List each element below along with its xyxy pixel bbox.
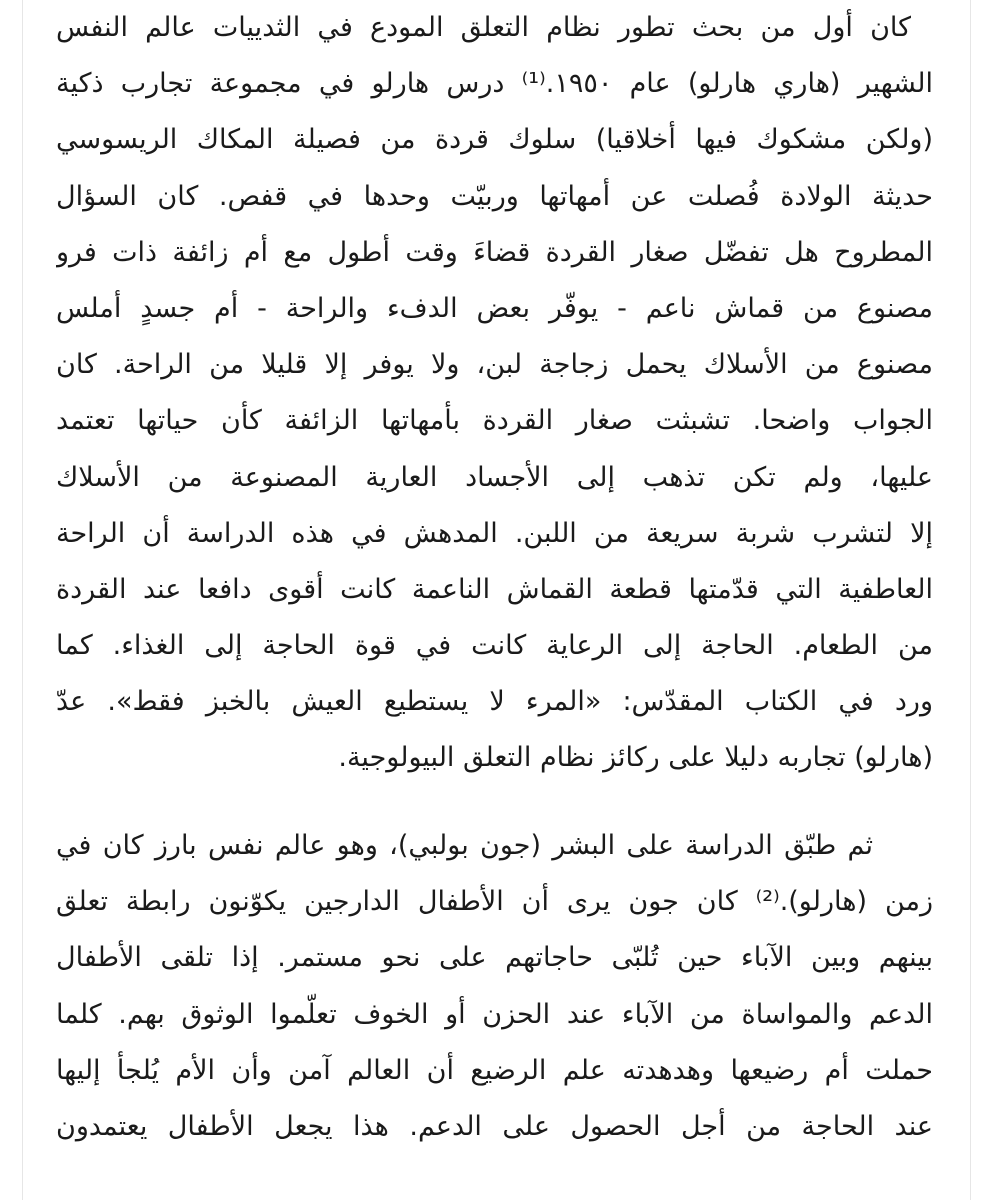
paragraph-line: الشهير (هاري هارلو) عام ١٩٥٠.⁽¹⁾ درس هارلو في مجموعة تجارب ذكية bbox=[56, 68, 933, 100]
paragraph-line: مصنوع من الأسلاك يحمل زجاجة لبن، ولا يوفر إلا قليلا من الراحة. كان bbox=[56, 349, 933, 381]
paragraph-line: حملت أم رضيعها وهدهدته علم الرضيع أن العالم آمن وأن الأم يُلجأ إليها bbox=[56, 1054, 933, 1086]
page-edge-right bbox=[970, 0, 971, 1200]
paragraph-line: ورد في الكتاب المقدّس: «المرء لا يستطيع العيش بالخبز فقط». عدّ bbox=[56, 686, 933, 718]
paragraph-line: العاطفية التي قدّمتها قطعة القماش الناعمة كانت أقوى دافعا عند القردة bbox=[56, 573, 933, 605]
paragraph-line: مصنوع من قماش ناعم - يوفّر بعض الدفء والراحة - أم جسدٍ أملس bbox=[56, 292, 933, 324]
paragraph-line: إلا لتشرب شربة سريعة من اللبن. المدهش في هذه الدراسة أن الراحة bbox=[56, 517, 933, 549]
paragraph-line: (ولكن مشكوك فيها أخلاقيا) سلوك قردة من فصيلة المكاك الريسوسي bbox=[56, 124, 933, 156]
paragraph-2 bbox=[56, 818, 933, 1155]
paragraph-line: المطروح هل تفضّل صغار القردة قضاءَ وقت أطول مع أم زائفة ذات فرو bbox=[56, 236, 933, 268]
paragraph-line: بينهم وبين الآباء حين تُلبّى حاجاتهم على نحو مستمر. إذا تلقى الأطفال bbox=[56, 942, 933, 974]
paragraph-1 bbox=[56, 0, 933, 787]
page-edge-left bbox=[22, 0, 23, 1200]
paragraph-line: ثم طبّق الدراسة على البشر (جون بولبي)، وهو عالم نفس بارز كان في bbox=[56, 830, 873, 861]
paragraph-line: الجواب واضحا. تشبثت صغار القردة بأمهاتها الزائفة كأن حياتها تعتمد bbox=[56, 405, 933, 437]
paragraph-line: من الطعام. الحاجة إلى الرعاية كانت في قوة الحاجة إلى الغذاء. كما bbox=[56, 630, 933, 662]
paragraph-line: (هارلو) تجاربه دليلا على ركائز نظام التعلق البيولوجية. bbox=[338, 742, 933, 774]
paragraph-line: عند الحاجة من أجل الحصول على الدعم. هذا يجعل الأطفال يعتمدون bbox=[56, 1110, 933, 1142]
paragraph-line: كان أول من بحث تطور نظام التعلق المودع في الثدييات عالم النفس bbox=[56, 12, 911, 43]
paragraph-line: زمن (هارلو).⁽²⁾ كان جون يرى أن الأطفال الدارجين يكوّنون رابطة تعلق bbox=[56, 886, 933, 918]
paragraph-line: الدعم والمواساة من الآباء عند الحزن أو الخوف تعلّموا الوثوق بهم. كلما bbox=[56, 998, 933, 1030]
paragraph-line: عليها، ولم تكن تذهب إلى الأجساد العارية المصنوعة من الأسلاك bbox=[56, 461, 933, 493]
paragraph-line: حديثة الولادة فُصلت عن أمهاتها وربيّت وحدها في قفص. كان السؤال bbox=[56, 180, 933, 212]
